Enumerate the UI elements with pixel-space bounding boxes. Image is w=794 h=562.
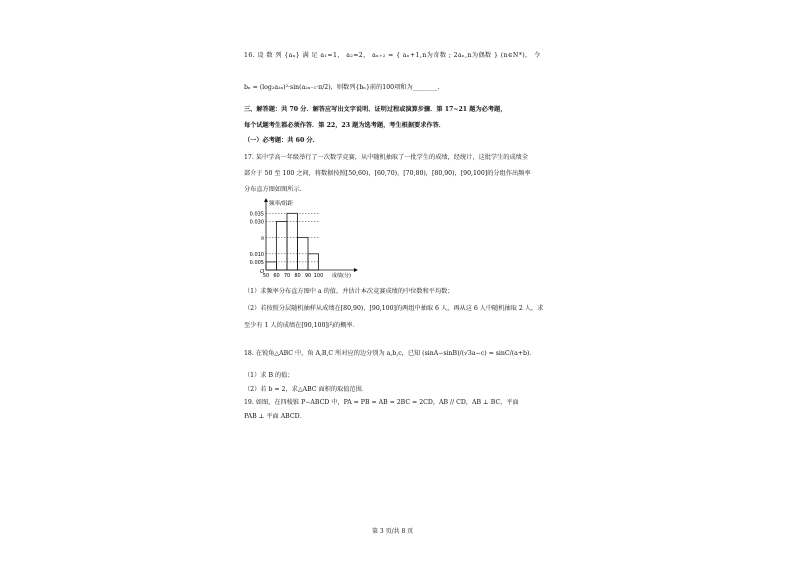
- x-tick-label: 100: [313, 273, 324, 279]
- q17-line1: 17. 某中学高一年级举行了一次数学竞赛，从中随机抽取了一批学生的成绩，经统计，这批学生的成绩全: [244, 154, 529, 161]
- y-axis-label: 频率/组距: [269, 201, 293, 207]
- y-tick-label: a: [260, 235, 264, 242]
- frequency-histogram: [240, 196, 360, 286]
- y-tick-label: 0.030: [249, 219, 264, 226]
- q18-part2: （2）若 b = 2，求△ABC 面积的取值范围．: [244, 386, 368, 393]
- q17-part2b: 至少有 1 人的成绩在[90,100]内的概率．: [244, 322, 359, 329]
- q16-line2: bₙ = (log₂a₂ₙ)²·sin(a₂ₙ₋₁·π/2)，则数列{bₙ}前的100项和为________.: [244, 84, 440, 91]
- y-axis-arrow: [264, 198, 268, 202]
- y-tick-label: 0.010: [249, 251, 264, 258]
- section3-sub: （一）必考题：共 60 分．: [244, 137, 319, 144]
- x-axis-arrow: [354, 268, 358, 272]
- x-tick-label: 60: [273, 273, 280, 279]
- x-axis-label: 成绩(分): [332, 273, 351, 279]
- q17-line2: 部介于 50 至 100 之间，将数据按照[50,60)，[60,70)，[70,80)，[80,90)，[90,100]的分组作出频率: [244, 170, 531, 177]
- histogram-bar: [266, 262, 277, 270]
- q19-line1: 19. 如图，在四棱锥 P−ABCD 中，PA = PB = AB = 2BC = 2CD，AB // CD，AB ⊥ BC，平面: [244, 399, 519, 406]
- histogram-bar: [308, 254, 319, 270]
- histogram-bar: [287, 213, 298, 270]
- page-footer: 第 3 页/共 8 页: [372, 528, 414, 535]
- q16-line1: 16. 设 数 列 {aₙ} 满 足 a₁=1， a₂=2， aₙ₊₂ = { aₙ+1,n为奇数 ; 2aₙ,n为偶数 } (n∈N*)， 令: [244, 52, 541, 59]
- q19-line2: PAB ⊥ 平面 ABCD．: [244, 413, 306, 420]
- y-tick-label: 0.035: [249, 211, 264, 218]
- q18-part1: （1）求 B 的值；: [244, 372, 294, 379]
- q17-part1: （1）求频率分布直方图中 a 的值，并估计本次竞赛成绩的中位数和平均数；: [244, 288, 454, 295]
- x-tick-label: 70: [283, 273, 291, 279]
- y-tick-label: 0.005: [249, 259, 264, 266]
- origin-label: O: [260, 269, 265, 275]
- q17-line3: 分布直方图如图所示．: [244, 186, 306, 193]
- q17-part2a: （2）若按照分层随机抽样从成绩在[80,90)，[90,100]的两组中抽取 6 人，再从这 6 人中随机抽取 2 人，求: [244, 305, 544, 312]
- q18-line1: 18. 在锐角△ABC 中，角 A,B,C 所对应的边分别为 a,b,c，已知 (sinA−sinB)/(√3a−c) = sinC/(a+b)．: [244, 350, 536, 357]
- x-tick-label: 50: [262, 273, 270, 279]
- histogram-bar: [277, 221, 288, 270]
- section3-heading2: 每个试题考生都必须作答．第 22，23 题为选考题，考生根据要求作答．: [244, 122, 445, 129]
- x-tick-label: 80: [294, 273, 301, 279]
- section3-heading: 三、解答题：共 70 分．解答应写出文字说明、证明过程或演算步骤．第 17~21 题为必考题，: [244, 106, 507, 113]
- x-tick-label: 90: [304, 273, 312, 279]
